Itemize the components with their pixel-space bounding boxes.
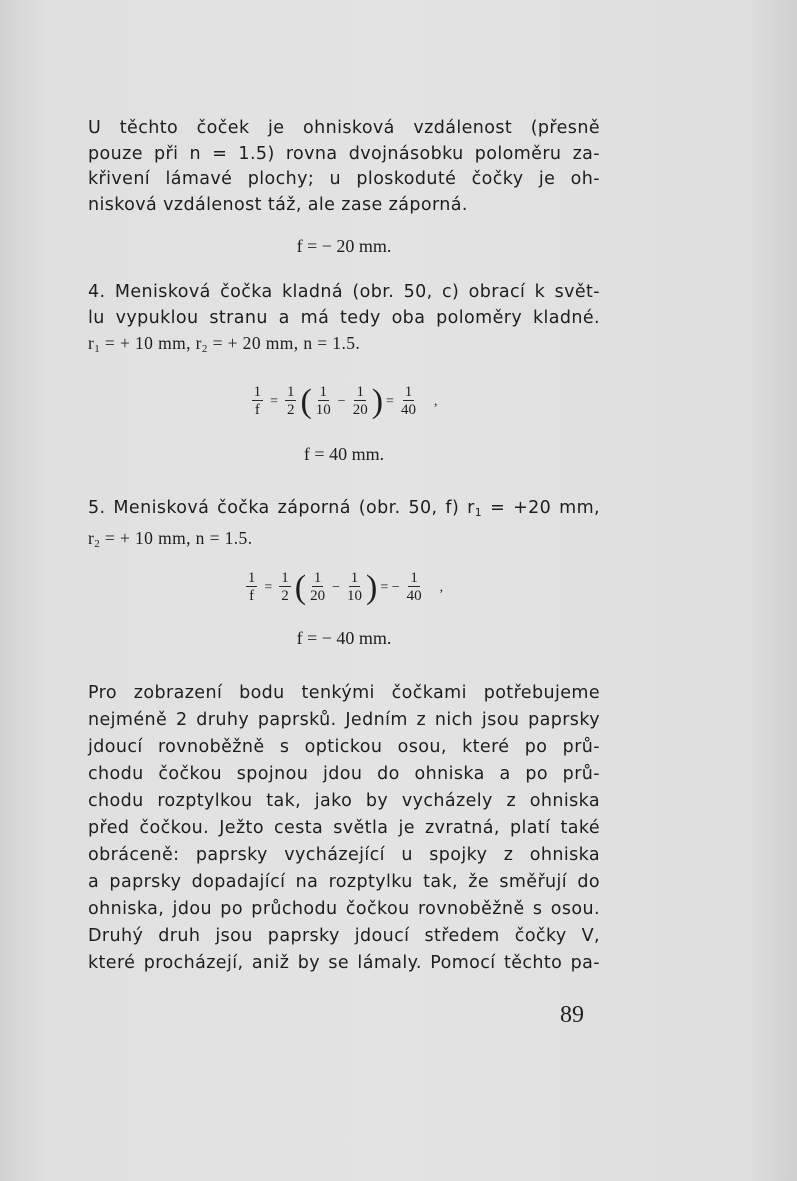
result-f-minus-40: f = − 40 mm. [296,628,392,648]
formula-positive-meniscus: $\frac{1}{f}$ = $\frac{1}{2}$ ( $\frac{1}{10}$ − $\frac{1}{20}$ ) = $\frac{1}{40}$ , [253,382,438,420]
fraction: $\frac{1}{40}$ [400,384,416,418]
paragraph-ray-construction [88,680,600,977]
text-line: křivení lámavé plochy; u ploskoduté čočky je oh- [88,169,600,189]
paragraph-concave-lens [88,116,600,218]
text-line: které procházejí, aniž by se lámaly. Pomocí těchto pa- [88,953,600,973]
fraction: $\frac{1}{f}$ [247,570,256,604]
section-4-positive-meniscus [88,280,600,363]
text-line: a paprsky dopadající na rozptylku tak, že směřují do [88,872,600,892]
section-5-negative-meniscus [88,496,600,557]
fraction: $\frac{1}{f}$ [253,384,262,418]
text-line: jdoucí rovnoběžně s optickou osou, které po prů- [88,737,600,757]
fraction: $\frac{1}{40}$ [406,570,422,604]
result-f-minus-20: f = − 20 mm. [296,236,392,256]
text-line: 5. Menisková čočka záporná (obr. 50, f) $r_1 = +20$ mm, [88,498,600,519]
fraction: $\frac{1}{2}$ [281,570,289,604]
text-line: obráceně: paprsky vycházející u spojky z ohniska [88,845,600,865]
text-line: 4. Menisková čočka kladná (obr. 50, c) obrací k svět- [88,282,600,302]
fraction: $\frac{1}{20}$ [310,570,326,604]
fraction: $\frac{1}{2}$ [286,384,295,418]
text-line: Druhý druh jsou paprsky jdoucí středem čočky V, [88,926,600,946]
text-line: nisková vzdálenost táž, ale zase záporná. [88,194,468,215]
text-line: chodu čočkou spojnou jdou do ohniska a po prů- [88,764,600,784]
result-f-40: f = 40 mm. [303,444,385,464]
fraction: $\frac{1}{10}$ [347,570,362,604]
radius-parameters: $r_1$ = + 10 mm, $r_2$ = + 20 mm, n = 1.5. [88,333,361,355]
radius-parameters: $r_2$ = + 10 mm, n = 1.5. [88,527,253,550]
text-line: lu vypuklou stranu a má tedy oba poloměry kladné. [88,307,600,328]
text-line: před čočkou. Ježto cesta světla je zvratná, platí také [88,818,600,838]
text-line: ohniska, jdou po průchodu čočkou rovnoběžně s osou. [88,899,600,919]
text-line: pouze při n = 1.5) rovna dvojnásobku poloměru za- [88,143,600,164]
fraction: $\frac{1}{10}$ [315,384,331,418]
text-line: nejméně 2 druhy paprsků. Jedním z nich jsou paprsky [88,710,600,730]
text-line: chodu rozptylkou tak, jako by vycházely z ohniska [88,791,600,811]
formula-negative-meniscus: $\frac{1}{f}$ = $\frac{1}{2}$ ( $\frac{1}{20}$ − $\frac{1}{10}$ ) = − $\frac{1}{40}$ , [247,568,444,606]
text-line: U těchto čoček je ohnisková vzdálenost (přesně [88,118,600,138]
page-number: 89 [560,1002,584,1028]
fraction: $\frac{1}{20}$ [352,384,368,418]
text-line: Pro zobrazení bodu tenkými čočkami potřebujeme [88,683,600,703]
